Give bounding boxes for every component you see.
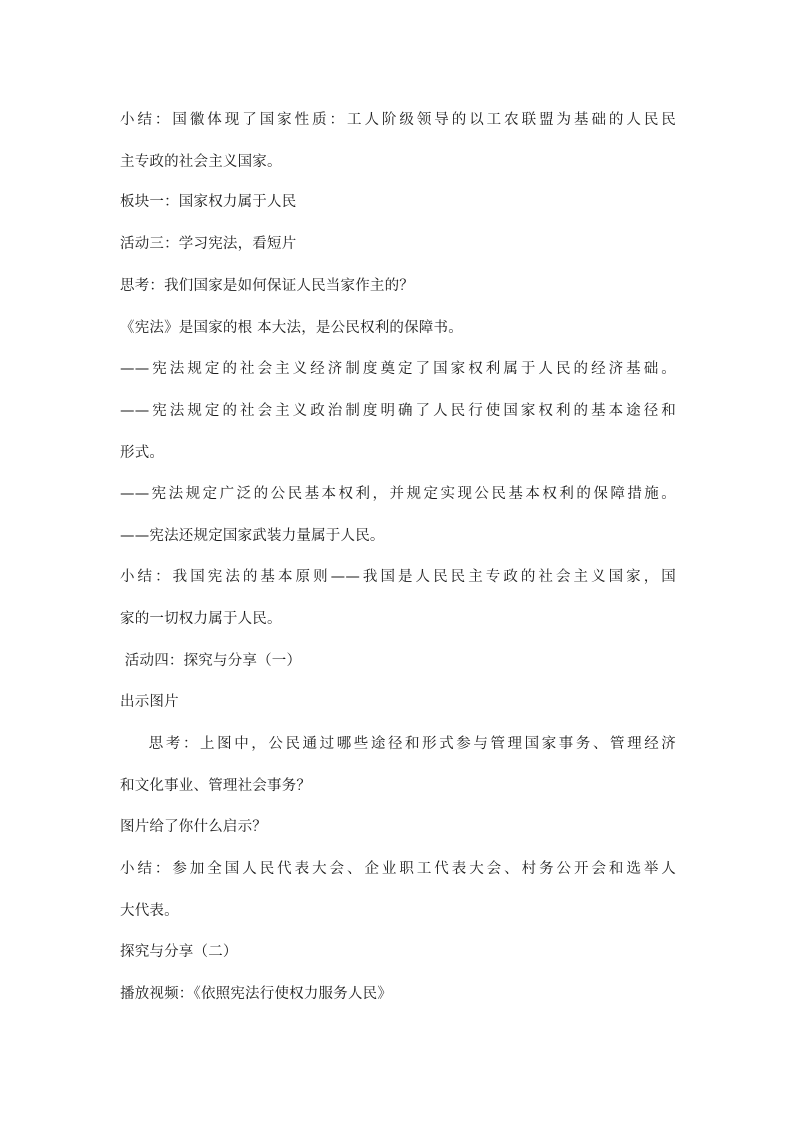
text-line-question-picture-cont: 和文化事业、管理社会事务？ xyxy=(120,778,312,794)
text-line-summary-emblem: 小结：国徽体现了国家性质：工人阶级领导的以工农联盟为基础的人民民 xyxy=(120,112,676,128)
text-line-picture-insight: 图片给了你什么启示？ xyxy=(120,819,267,835)
text-line-play-video: 播放视频：《依照宪法行使权力服务人民》 xyxy=(120,986,393,1002)
section-heading-explore-two: 探究与分享（二） xyxy=(120,944,238,960)
text-line-constitution: 《宪法》是国家的根 本大法，是公民权利的保障书。 xyxy=(120,320,463,336)
text-line-political-system: ——宪法规定的社会主义政治制度明确了人民行使国家权利的基本途径和 xyxy=(120,403,676,419)
text-line-summary-participation: 小结：参加全国人民代表大会、企业职工代表大会、村务公开会和选举人 xyxy=(120,861,676,877)
text-line-armed-forces: ——宪法还规定国家武装力量属于人民。 xyxy=(120,528,385,544)
activity-heading-four: 活动四：探究与分享（一） xyxy=(120,653,302,669)
text-line-economic-system: ——宪法规定的社会主义经济制度奠定了国家权利属于人民的经济基础。 xyxy=(120,361,676,377)
text-line-summary-participation-cont: 大代表。 xyxy=(120,903,179,919)
text-line-summary-emblem-cont: 主专政的社会主义国家。 xyxy=(120,154,282,170)
activity-heading-three: 活动三：学习宪法，看短片 xyxy=(120,236,297,252)
text-line-summary-principle: 小结：我国宪法的基本原则——我国是人民民主专政的社会主义国家，国 xyxy=(120,569,676,585)
text-line-basic-rights: ——宪法规定广泛的公民基本权利，并规定实现公民基本权利的保障措施。 xyxy=(120,486,676,502)
text-line-political-system-cont: 形式。 xyxy=(120,445,165,461)
text-line-show-picture: 出示图片 xyxy=(120,694,179,710)
text-line-question: 思考：我们国家是如何保证人民当家作主的？ xyxy=(120,278,414,294)
text-line-question-picture: 思考：上图中，公民通过哪些途径和形式参与管理国家事务、管理经济 xyxy=(120,736,676,752)
section-heading-block-one: 板块一：国家权力属于人民 xyxy=(120,194,297,210)
text-line-summary-principle-cont: 家的一切权力属于人民。 xyxy=(120,611,282,627)
